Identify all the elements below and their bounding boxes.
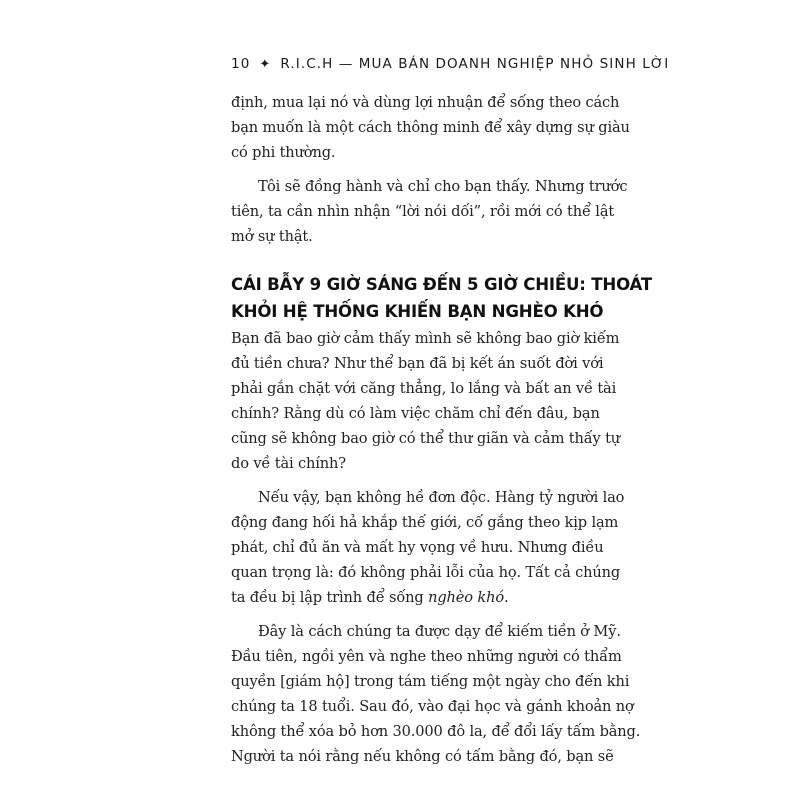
text-line: định, mua lại nó và dùng lợi nhuận để sống theo cách [231, 94, 620, 111]
text-line: đủ tiền chưa? Như thể bạn đã bị kết án suốt đời với [231, 355, 604, 372]
text-line: Đây là cách chúng ta được dạy để kiếm tiền ở Mỹ. [258, 623, 621, 640]
text-line: chúng ta 18 tuổi. Sau đó, vào đại học và gánh khoản nợ [231, 698, 634, 715]
text-line: cũng sẽ không bao giờ có thể thư giãn và cảm thấy tự [231, 430, 621, 447]
text-line: phải gắn chặt với căng thẳng, lo lắng và bất an về tài [231, 380, 617, 397]
text-line: quyền [giám hộ] trong tám tiếng một ngày cho đến khi [231, 673, 630, 690]
star-ornament-icon: ✦ [259, 57, 272, 72]
text-line: phát, chỉ đủ ăn và mất hy vọng về hưu. Nhưng điều [231, 539, 604, 556]
text-line: không thể xóa bỏ hơn 30.000 đô la, để đổi lấy tấm bằng. [231, 723, 641, 740]
paragraph [231, 326, 621, 476]
paragraph [231, 485, 625, 610]
page-body [231, 90, 653, 778]
section-heading-line: KHỎI HỆ THỐNG KHIẾN BẠN NGHÈO KHÓ [231, 302, 604, 321]
text-line: Người ta nói rằng nếu không có tấm bằng đó, bạn sẽ [231, 748, 614, 765]
text-line: động đang hối hả khắp thế giới, cố gắng theo kịp lạm [231, 514, 619, 531]
text-line: mở sự thật. [231, 228, 313, 245]
text-line: Nếu vậy, bạn không hề đơn độc. Hàng tỷ người lao [258, 489, 625, 506]
text-line: tiên, ta cần nhìn nhận “lời nói dối”, rồi mới có thể lật [231, 203, 615, 220]
text-line: Tôi sẽ đồng hành và chỉ cho bạn thấy. Nhưng trước [258, 178, 628, 195]
text-run: . [503, 589, 509, 606]
text-line: Bạn đã bao giờ cảm thấy mình sẽ không bao giờ kiếm [231, 330, 620, 347]
emphasis-text: nghèo khó [428, 589, 504, 606]
text-line [231, 585, 576, 610]
text-line: bạn muốn là một cách thông minh để xây dựng sự giàu [231, 119, 630, 136]
text-run: ta đều bị lập trình để sống [231, 589, 429, 606]
text-line: quan trọng là: đó không phải lỗi của họ. Tất cả chúng [231, 564, 621, 581]
book-title: R.I.C.H — MUA BÁN DOANH NGHIỆP NHỎ SINH LỜI [280, 56, 670, 72]
paragraph [231, 174, 628, 249]
paragraph-continued [231, 90, 630, 165]
page-number: 10 [231, 56, 251, 72]
text-line: do về tài chính? [231, 455, 346, 472]
section-heading-line: CÁI BẪY 9 GIỜ SÁNG ĐẾN 5 GIỜ CHIỀU: THOÁT [231, 275, 653, 294]
running-header [231, 56, 669, 72]
text-line: chính? Rằng dù có làm việc chăm chỉ đến đâu, bạn [231, 405, 600, 422]
text-line: có phi thường. [231, 144, 336, 161]
section-heading [231, 271, 653, 325]
paragraph [231, 619, 641, 769]
text-line: Đầu tiên, ngồi yên và nghe theo những người có thẩm [231, 648, 622, 665]
